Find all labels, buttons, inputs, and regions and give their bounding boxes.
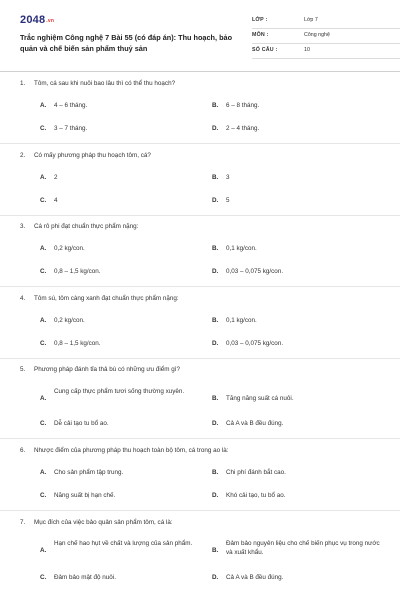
question-divider (0, 358, 400, 359)
meta-row-class (252, 14, 400, 29)
question-divider (0, 215, 400, 216)
option-letter: D. (212, 125, 219, 132)
option-letter: B. (212, 245, 219, 252)
option-text: 3 – 7 tháng. (54, 125, 88, 132)
question-number: 5. (20, 366, 26, 373)
option-text: Chi phí đánh bắt cao. (226, 469, 286, 476)
question-number: 6. (20, 447, 26, 454)
option-letter: A. (40, 547, 47, 554)
question-prompt: Phương pháp đánh tỉa thả bù có những ưu điểm gì? (34, 366, 180, 373)
question-prompt: Có mấy phương pháp thu hoạch tôm, cá? (34, 152, 151, 159)
option-text: Năng suất bị hạn chế. (54, 492, 116, 499)
option-text: 0,8 – 1,5 kg/con. (54, 268, 101, 275)
option-letter: C. (40, 268, 47, 275)
option-text: 0,2 kg/con. (54, 245, 85, 252)
meta-value-count: 10 (304, 47, 310, 53)
option-letter: A. (40, 245, 47, 252)
option-text: 4 (54, 197, 58, 204)
question-text (20, 152, 151, 159)
option-letter: D. (212, 420, 219, 427)
option-text: 4 – 6 tháng. (54, 102, 88, 109)
option-text: Tăng năng suất cá nuôi. (226, 395, 294, 402)
option-letter: D. (212, 492, 219, 499)
option-letter: C. (40, 492, 47, 499)
meta-label-count: SỐ CÂU : (252, 47, 278, 53)
question-text (20, 519, 173, 526)
logo-text: 2048 (20, 14, 46, 26)
question-text (20, 447, 229, 454)
option-letter: A. (40, 102, 47, 109)
question-number: 1. (20, 80, 26, 87)
option-letter: A. (40, 174, 47, 181)
question-divider (0, 143, 400, 144)
option-text: Đảm bảo nguyên liệu cho chế biến phục vụ trong nước và xuất khẩu. (226, 540, 380, 556)
option-letter: A. (40, 395, 47, 402)
option-letter: B. (212, 174, 219, 181)
question-number: 7. (20, 519, 26, 526)
option-letter: B. (212, 469, 219, 476)
option-text: 2 (54, 174, 58, 181)
option-letter: B. (212, 395, 219, 402)
site-logo[interactable] (20, 14, 54, 26)
meta-row-subject (252, 29, 400, 44)
option-letter: B. (212, 547, 219, 554)
option-text: Cả A và B đều đúng. (226, 420, 284, 427)
option-text: Khó cải tạo, tu bổ ao. (226, 492, 286, 499)
option-text: 0,1 kg/con. (226, 245, 257, 252)
question-prompt: Tôm sú, tôm càng xanh đạt chuẩn thực phẩm nặng: (34, 295, 179, 302)
question-divider (0, 510, 400, 511)
question-number: 2. (20, 152, 26, 159)
question-text (20, 80, 175, 87)
option-letter: B. (212, 317, 219, 324)
option-letter: D. (212, 574, 219, 581)
option-letter: C. (40, 197, 47, 204)
option-letter: C. (40, 340, 47, 347)
question-divider (0, 286, 400, 287)
question-prompt: Mục đích của việc bảo quản sản phẩm tôm, cá là: (34, 519, 173, 526)
question-prompt: Cá rô phi đạt chuẩn thực phẩm nặng: (34, 223, 139, 230)
question-text (20, 366, 180, 373)
question-text (20, 295, 179, 302)
option-text: 0,03 – 0,075 kg/con. (226, 340, 284, 347)
option-text: 0,2 kg/con. (54, 317, 85, 324)
option-text: Cho sản phẩm tập trung. (54, 469, 124, 476)
question-number: 4. (20, 295, 26, 302)
meta-value-class: Lớp 7 (304, 17, 318, 23)
header-divider (0, 71, 400, 72)
option-text: Hạn chế hao hụt về chất và lượng của sản phẩm. (54, 540, 193, 547)
option-letter: A. (40, 317, 47, 324)
option-letter: D. (212, 340, 219, 347)
option-text: 0,03 – 0,075 kg/con. (226, 268, 284, 275)
option-text: 0,1 kg/con. (226, 317, 257, 324)
logo-domain: .vn (46, 18, 55, 24)
meta-row-count (252, 44, 400, 59)
option-letter: D. (212, 268, 219, 275)
page-header (20, 14, 382, 64)
question-prompt: Tôm, cá sau khi nuôi bao lâu thì có thể thu hoạch? (34, 80, 176, 87)
question-divider (0, 438, 400, 439)
option-letter: C. (40, 125, 47, 132)
option-text: 2 – 4 tháng. (226, 125, 260, 132)
option-letter: C. (40, 574, 47, 581)
question-number: 3. (20, 223, 26, 230)
meta-value-subject: Công nghệ (304, 32, 330, 38)
option-text: 5 (226, 197, 230, 204)
meta-label-class: LỚP : (252, 17, 268, 23)
option-text: Cung cấp thực phẩm tươi sống thường xuyên. (54, 388, 185, 395)
meta-label-subject: MÔN : (252, 32, 269, 38)
option-letter: B. (212, 102, 219, 109)
option-letter: C. (40, 420, 47, 427)
option-text: 3 (226, 174, 230, 181)
option-letter: A. (40, 469, 47, 476)
option-text: Đảm bảo mật độ nuôi. (54, 574, 116, 581)
meta-table (252, 14, 400, 59)
question-text (20, 223, 138, 230)
option-text: Dễ cải tạo tu bổ ao. (54, 420, 109, 427)
option-letter: D. (212, 197, 219, 204)
option-text: 6 – 8 tháng. (226, 102, 260, 109)
page-title: Trắc nghiệm Công nghệ 7 Bài 55 (có đáp án): Thu hoạch, bảo quản và chế biến sản phẩm thuỷ sản (20, 33, 233, 53)
option-text: 0,8 – 1,5 kg/con. (54, 340, 101, 347)
option-text: Cả A và B đều đúng. (226, 574, 284, 581)
question-prompt: Nhược điểm của phương pháp thu hoạch toàn bộ tôm, cá trong ao là: (34, 447, 229, 454)
